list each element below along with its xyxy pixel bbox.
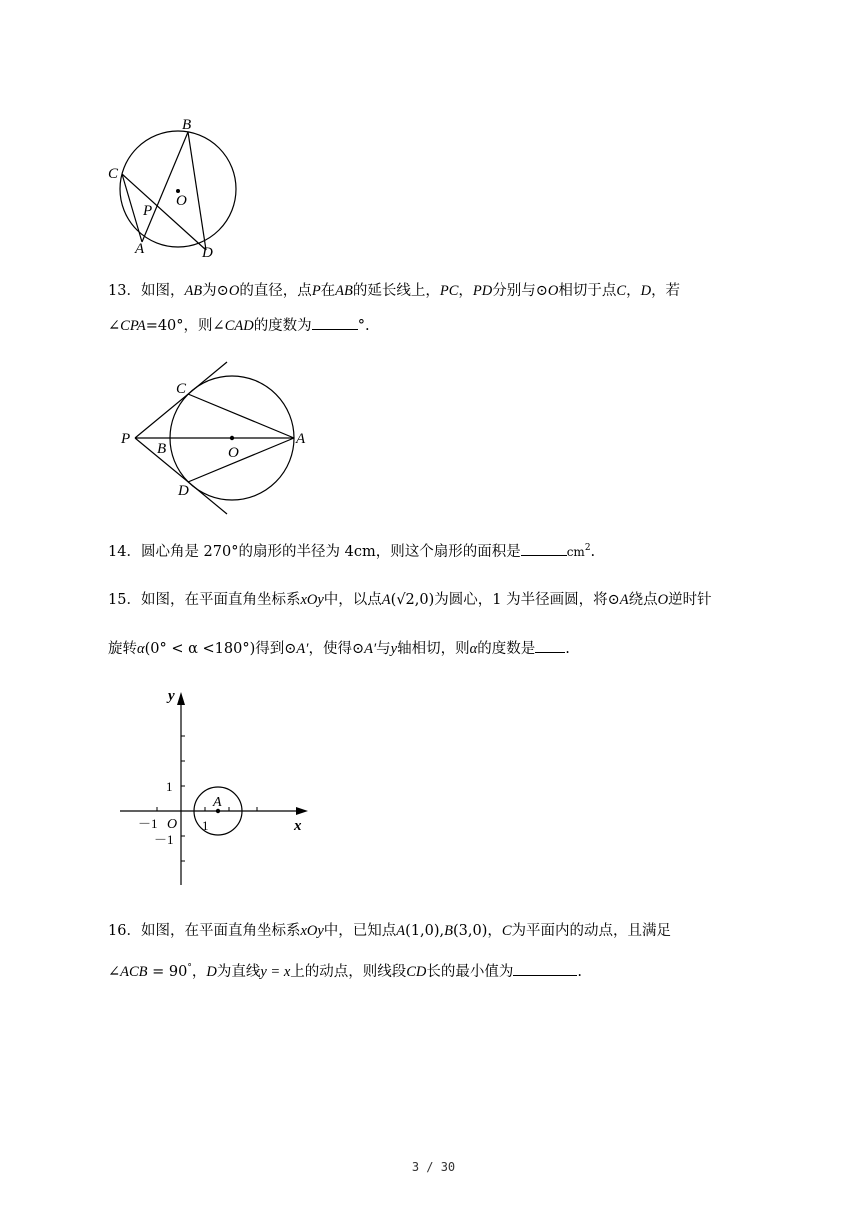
figure-q13 (115, 355, 325, 520)
answer-blank-13[interactable] (312, 315, 358, 330)
label-C: C (108, 166, 119, 182)
figure-q12 (100, 110, 250, 260)
label-A: A (135, 241, 145, 257)
label-A: A (213, 795, 222, 810)
label-C: C (176, 381, 187, 397)
label-D: D (202, 245, 213, 260)
answer-blank-14[interactable] (521, 541, 567, 556)
label-O: O (176, 193, 187, 209)
label-x: x (294, 818, 302, 834)
tick-label-y-1: 1 (166, 779, 173, 794)
tick-label-y-neg1: －1 (154, 832, 174, 847)
question-13-line1: 13．如图，AB为⊙O的直径，点P在AB的延长线上，PC，PD分别与⊙O相切于点C，D，若 (108, 283, 681, 299)
label-O: O (228, 445, 239, 461)
question-15-line2: 旋转α(0° < α <180°)得到⊙A′，使得⊙A′与y轴相切，则α的度数是 . (108, 638, 570, 659)
question-15-line1: 15．如图，在平面直角坐标系xOy中，以点A(√2,0)为圆心，1 为半径画圆，将⊙A绕点O逆时针 (108, 592, 712, 608)
page-number: 3 / 30 (411, 1160, 456, 1174)
label-A: A (296, 431, 306, 447)
tick-label-x-1: 1 (202, 818, 209, 833)
question-16-line2: ∠ACB = 90°，D为直线y = x上的动点，则线段CD长的最小值为 . (108, 958, 582, 982)
label-y: y (168, 688, 175, 704)
label-P: P (143, 203, 153, 219)
label-B: B (157, 441, 167, 457)
label-O: O (167, 817, 178, 832)
label-B: B (182, 117, 192, 133)
question-16-line1: 16．如图，在平面直角坐标系xOy中，已知点A(1,0),B(3,0)，C为平面内的动点，且满足 (108, 923, 672, 939)
label-P: P (121, 431, 131, 447)
figure-q15 (110, 682, 320, 892)
question-13-line2: ∠CPA=40°，则∠CAD的度数为 °. (108, 315, 370, 336)
label-D: D (178, 483, 189, 499)
question-14: 14．圆心角是 270°的扇形的半径为 4cm，则这个扇形的面积是 $cm^2$. (108, 538, 595, 562)
tick-label-x-neg1: －1 (138, 816, 158, 831)
answer-blank-15[interactable] (535, 638, 565, 653)
answer-blank-16[interactable] (513, 961, 577, 976)
